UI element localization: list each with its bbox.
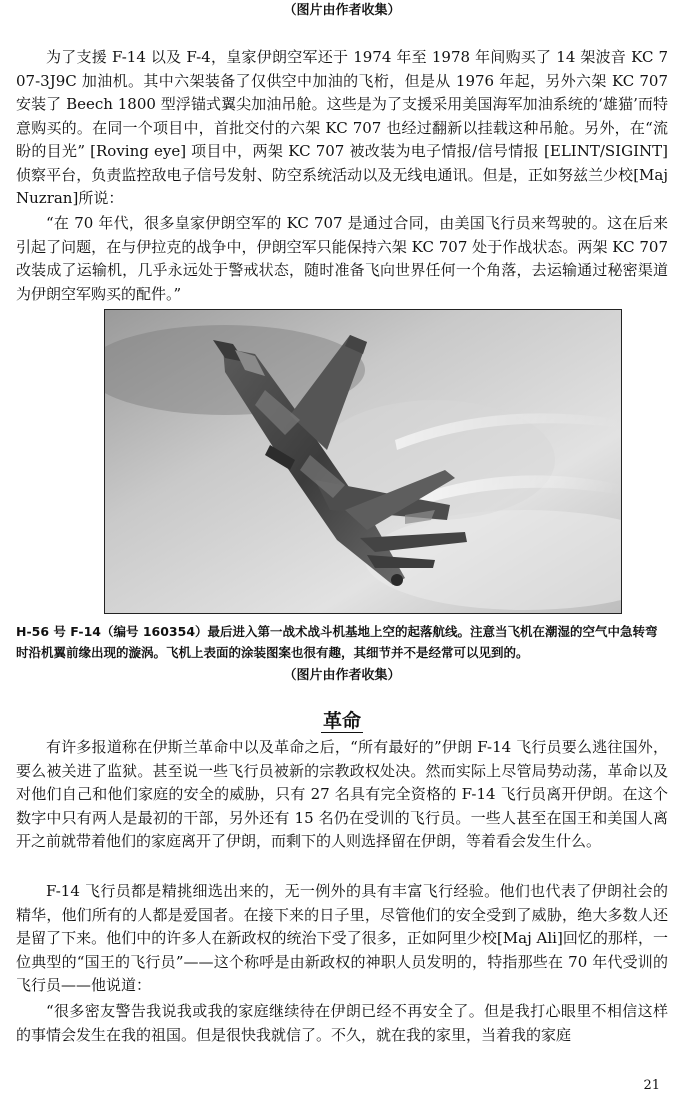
- photo-credit-bottom: （图片由作者收集）: [283, 668, 401, 683]
- paragraph-f14-pilots-elite: F-14 飞行员都是精挑细选出来的，无一例外的具有丰富飞行经验。他们也代表了伊朗社会的精华，他们所有的人都是爱国者。在接下来的日子里，尽管他们的安全受到了威胁，绝大多数人还是留了下来。他们中的许多人在新政权的统治下受了很多，正如阿里少校[Maj Ali]回忆的那样，一位典型的“国王的飞行员”——这个称呼是由新政权的神职人员发明的，特指那些在 70 年代受训的飞行员——他说道：: [16, 882, 668, 994]
- paragraph-nuzran-quote: “在 70 年代，很多皇家伊朗空军的 KC 707 是通过合同，由美国飞行员来驾驶的。这在后来引起了问题，在与伊拉克的战争中，伊朗空军只能保持六架 KC 707 处于作战状态。两架 KC 707 改装成了运输机，几乎永远处于警戒状态，随时准备飞向世界任何一个角落，去运输通过秘密渠道为伊朗空军购买的配件。”: [16, 214, 668, 303]
- paragraph-revolution-pilots: 有许多报道称在伊斯兰革命中以及革命之后，“所有最好的”伊朗 F-14 飞行员要么逃往国外，要么被关进了监狱。甚至说一些飞行员被新的宗教政权处决。然而实际上尽管局势动荡，革命以及对他们自己和他们家庭的安全的威胁，只有 27 名具有完全资格的 F-14 飞行员离开伊朗。在这个数字中只有两人是最初的干部，另外还有 15 名仍在受训的飞行员。一些人甚至在国王和美国人离开之前就带着他们的家庭离开了伊朗，而剩下的人则选择留在伊朗，等着看会发生什么。: [16, 738, 668, 850]
- page-number: 21: [643, 1078, 660, 1093]
- f14-aircraft-illustration: [105, 310, 622, 614]
- section-heading-text: 革命: [322, 710, 361, 732]
- paragraph-ali-quote: “很多密友警告我说我或我的家庭继续待在伊朗已经不再安全了。但是我打心眼里不相信这样的事情会发生在我的祖国。但是很快我就信了。不久，就在我的家里，当着我的家庭: [16, 1002, 668, 1044]
- photo-caption: H-56 号 F-14（编号 160354）最后进入第一战术战斗机基地上空的起落航线。注意当飞机在潮湿的空气中急转弯时沿机翼前缘出现的漩涡。飞机上表面的涂装图案也很有趣，其细节并不是经常可以见到的。: [16, 624, 658, 660]
- f14-aircraft-photo: [104, 309, 622, 614]
- photo-credit-top: （图片由作者收集）: [283, 3, 401, 18]
- section-heading: [0, 708, 684, 734]
- paragraph-kc707-tankers: 为了支援 F-14 以及 F-4，皇家伊朗空军还于 1974 年至 1978 年间购买了 14 架波音 KC 707-3J9C 加油机。其中六架装备了仅供空中加油的飞桁，但是从 1976 年起，另外六架 KC 707 安装了 Beech 1800 型浮锚式翼尖加油吊舱。这些是为了支援采用美国海军加油系统的‘雄猫’而特意购买的。在同一个项目中，首批交付的六架 KC 707 也经过翻新以挂载这种吊舱。另外，在“流盼的目光” [Roving eye] 项目中，两架 KC 707 被改装为电子情报/信号情报 [ELINT/SIGINT] 侦察平台，负责监控敌电子信号发射、防空系统活动以及无线电通讯。但是，正如努兹兰少校[Maj Nuzran]所说：: [16, 48, 668, 207]
